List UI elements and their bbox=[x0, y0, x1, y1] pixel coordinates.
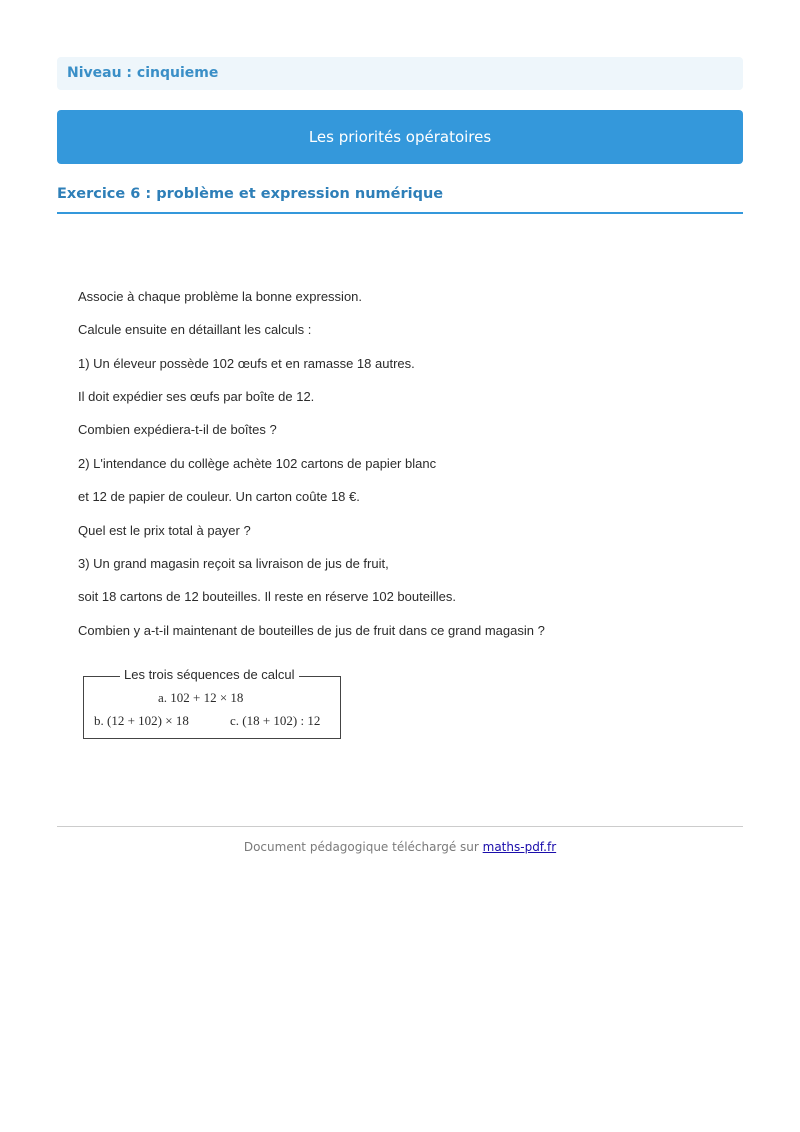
instruction-line: Associe à chaque problème la bonne expression. bbox=[78, 289, 363, 304]
problem-line: Il doit expédier ses œufs par boîte de 12. bbox=[78, 389, 315, 404]
calc-sequence-b: b. (12 + 102) × 18 bbox=[94, 713, 189, 728]
page-title: Les priorités opératoires bbox=[308, 128, 492, 146]
problem-line: Combien expédiera-t-il de boîtes ? bbox=[78, 422, 277, 437]
problem-line: Quel est le prix total à payer ? bbox=[78, 523, 251, 538]
calc-sequence-a: a. 102 + 12 × 18 bbox=[158, 690, 244, 705]
footer-text: Document pédagogique téléchargé sur bbox=[243, 840, 483, 854]
footer-divider bbox=[57, 826, 743, 827]
problem-line: et 12 de papier de couleur. Un carton coûte 18 €. bbox=[78, 489, 360, 504]
level-banner bbox=[57, 57, 743, 90]
footer-link[interactable]: maths-pdf.fr bbox=[482, 840, 557, 854]
calc-sequence-c: c. (18 + 102) : 12 bbox=[230, 713, 321, 728]
title-banner bbox=[57, 110, 743, 164]
calculation-sequences-legend: Les trois séquences de calcul bbox=[120, 667, 299, 682]
instruction-line: Calcule ensuite en détaillant les calculs : bbox=[78, 322, 312, 337]
exercise-divider bbox=[57, 212, 743, 214]
problem-line: 2) L'intendance du collège achète 102 cartons de papier blanc bbox=[78, 456, 437, 471]
problem-line: 3) Un grand magasin reçoit sa livraison de jus de fruit, bbox=[78, 556, 389, 571]
calculation-sequences-box bbox=[83, 667, 341, 739]
footer bbox=[0, 840, 800, 854]
exercise-title: Exercice 6 : problème et expression numérique bbox=[57, 186, 444, 202]
level-label: Niveau : cinquieme bbox=[67, 65, 219, 81]
problem-line: Combien y a-t-il maintenant de bouteilles de jus de fruit dans ce grand magasin ? bbox=[78, 623, 545, 638]
problem-line: soit 18 cartons de 12 bouteilles. Il reste en réserve 102 bouteilles. bbox=[78, 589, 456, 604]
problem-line: 1) Un éleveur possède 102 œufs et en ramasse 18 autres. bbox=[78, 356, 415, 371]
